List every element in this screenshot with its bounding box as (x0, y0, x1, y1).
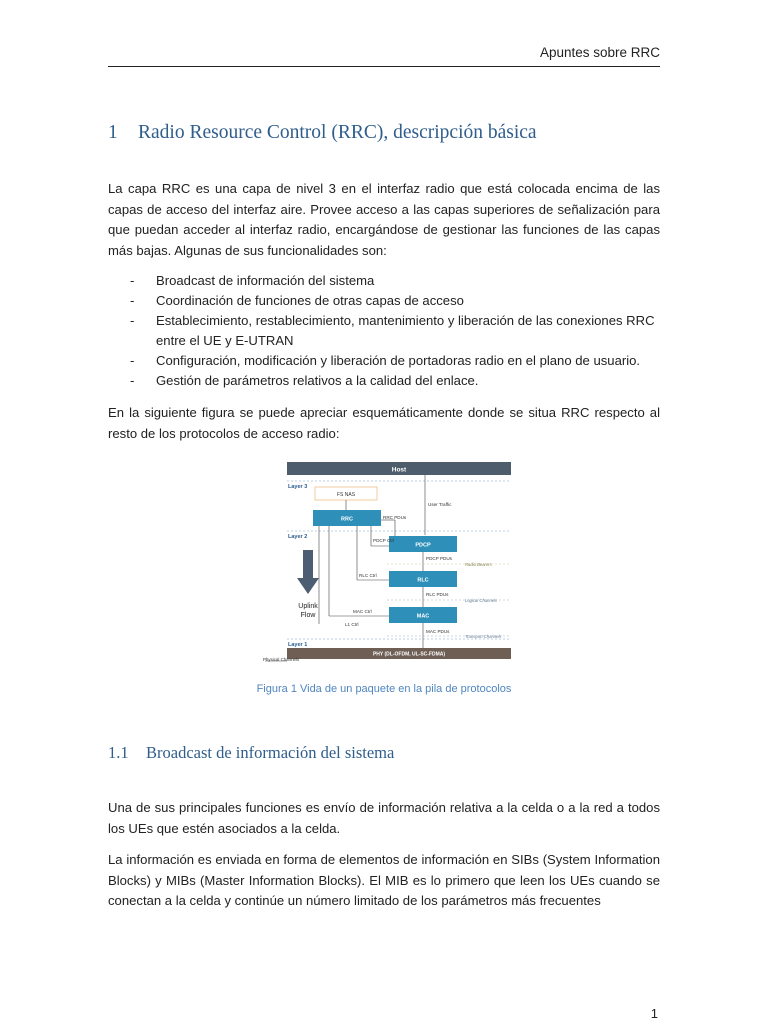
rlc-ctrl-label: RLC Ctrl (359, 573, 377, 578)
layer1-label: Layer 1 (288, 642, 308, 648)
radio-bearers-label: Radio Bearers (465, 562, 492, 567)
rrc-label: RRC (341, 516, 353, 523)
protocol-stack-diagram (257, 458, 517, 663)
body-paragraph: Una de sus principales funciones es envío de información relativa a la celda o a la red a todos los UEs que estén asociados a la celda. (108, 800, 660, 836)
section-heading (108, 122, 537, 144)
l1-ctrl-label: L1 Ctrl (345, 622, 359, 627)
list-item: - Gestión de parámetros relativos a la calidad del enlace. (130, 371, 660, 391)
list-item: - Broadcast de información del sistema (130, 271, 660, 291)
subsection-heading (108, 743, 394, 763)
bullet-marker: - (130, 353, 135, 368)
pdcp-label: PDCP (415, 542, 431, 549)
list-item: - Configuración, modificación y liberación de portadoras radio en el plano de usuario. (130, 351, 660, 371)
subsection-title: Broadcast de información del sistema (146, 743, 395, 762)
pdcp-pdus-label: PDCP PDUs (426, 556, 452, 561)
host-label: Host (391, 466, 407, 474)
bullet-marker: - (130, 293, 135, 308)
layer2-label: Layer 2 (288, 534, 308, 540)
bullet-marker: - (130, 273, 135, 288)
rlc-label: RLC (417, 577, 429, 584)
uplink-label: Uplink (298, 603, 318, 610)
layer3-label: Layer 3 (288, 484, 308, 490)
flow-label: Flow (300, 612, 316, 619)
rrc-pdus-label: RRC PDUs (383, 515, 407, 520)
mac-pdus-label: MAC PDUs (426, 629, 450, 634)
nas-label: FS NAS (336, 492, 356, 498)
pdcp-ctrl-label: PDCP Ctrl (373, 538, 395, 543)
section-title: Radio Resource Control (RRC), descripción básica (138, 122, 537, 143)
page-number: 1 (650, 1006, 658, 1021)
figure-intro-paragraph: En la siguiente figura se puede apreciar esquemáticamente donde se situa RRC respecto al resto de los protocolos de acceso radio: (108, 405, 660, 441)
header-rule (108, 66, 660, 67)
function-list (130, 271, 660, 391)
logical-channels-label: Logical Channels (465, 598, 498, 603)
user-traffic-label: User Traffic (428, 502, 452, 507)
bullet-marker: - (130, 373, 135, 388)
uplink-arrow-shaft (303, 550, 313, 578)
figure-caption: Figura 1 Vida de un paquete en la pila de protocolos (256, 683, 512, 695)
list-item: - Establecimiento, restablecimiento, mantenimiento y liberación de las conexiones RRC entre el UE y E-UTRAN (130, 313, 655, 348)
mac-ctrl-label: MAC Ctrl (353, 609, 372, 614)
transport-channels-label: Transport Channels (465, 634, 502, 639)
physical-channels-label: Physical Channels (263, 657, 300, 662)
rlc-pdus-label: RLC PDUs (426, 592, 449, 597)
phy-label: PHY (DL-OFDM, UL-SC-FDMA) (372, 651, 446, 658)
subsection-number: 1.1 (108, 743, 129, 762)
mac-label: MAC (416, 613, 430, 620)
intro-paragraph: La capa RRC es una capa de nivel 3 en el interfaz radio que está colocada encima de las capas de acceso del interfaz aire. Provee acceso a las capas superiores de señalización para que puedan acceder al interfaz radio, encargándose de gestionar las funciones de las capas más bajas. Algunas de sus funcionalidades son: (108, 181, 660, 258)
body-paragraph: La información es enviada en forma de elementos de información en SIBs (System Information Blocks) y MIBs (Master Information Blocks). El MIB es lo primero que leen los UEs cuando se conectan a la celda y continúe un número limitado de los parámetros más frecuentes (108, 852, 660, 908)
running-header: Apuntes sobre RRC (539, 45, 660, 60)
bullet-marker: - (130, 313, 135, 328)
section-number: 1 (108, 122, 118, 143)
list-item: - Coordinación de funciones de otras capas de acceso (130, 291, 660, 311)
